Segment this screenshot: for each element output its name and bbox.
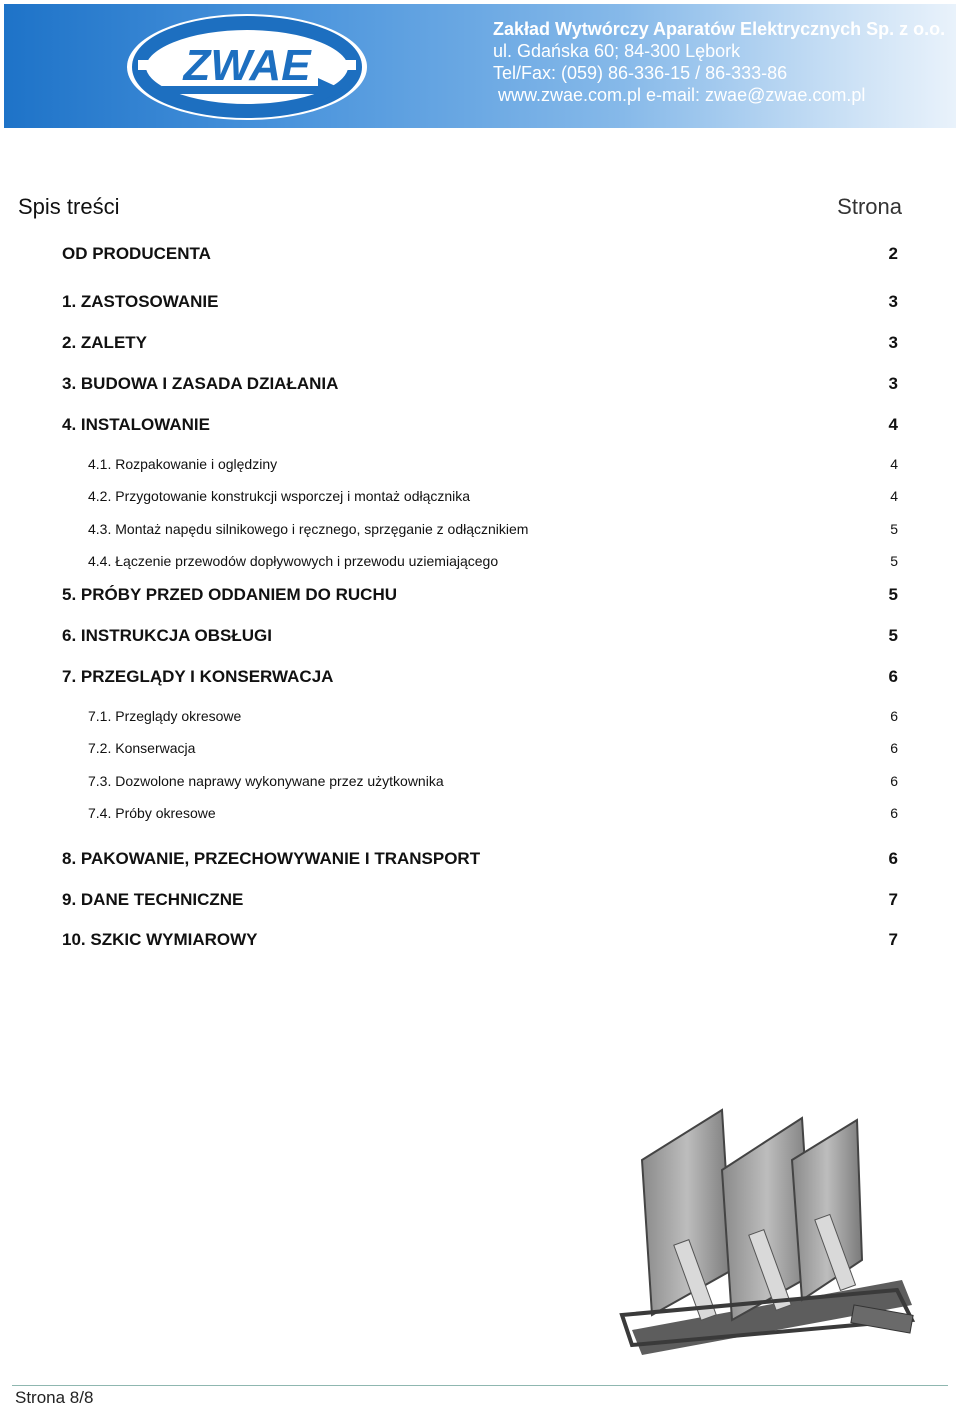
toc-title: Spis treści: [18, 194, 120, 219]
toc-entry-title: 7.1. Przeglądy okresowe: [88, 708, 242, 724]
toc-entry-title: 8. PAKOWANIE, PRZECHOWYWANIE I TRANSPORT: [62, 849, 481, 868]
toc-entry-title: 7.3. Dozwolone naprawy wykonywane przez użytkownika: [88, 773, 444, 789]
toc-entry-page: 5: [888, 585, 898, 604]
page-number: Strona 8/8: [15, 1388, 94, 1407]
toc-entry-page: 6: [888, 849, 898, 868]
toc-entry: [62, 521, 898, 537]
toc-header: [18, 194, 902, 220]
toc-entry-title: OD PRODUCENTA: [62, 244, 211, 263]
toc-entry-page: 3: [888, 333, 898, 352]
toc-entry-page: 5: [888, 626, 898, 645]
toc-entry: [62, 930, 898, 950]
toc-entry-title: 7. PRZEGLĄDY I KONSERWACJA: [62, 667, 334, 686]
toc-entry-page: 5: [890, 553, 898, 569]
toc-entry-title: 9. DANE TECHNICZNE: [62, 890, 244, 909]
toc-entry: [62, 585, 898, 605]
logo-text: ZWAE: [183, 41, 311, 90]
company-name: Zakład Wytwórczy Aparatów Elektrycznych Sp. z o.o.: [493, 19, 946, 39]
toc-entry-title: 10. SZKIC WYMIAROWY: [62, 930, 258, 949]
company-info: [493, 18, 945, 106]
toc-entry-page: 4: [890, 456, 898, 472]
toc-entry-page: 4: [888, 415, 898, 434]
toc-entry: [62, 374, 898, 394]
toc-entry: [62, 292, 898, 312]
toc-page-column-label: Strona: [837, 194, 902, 219]
toc-entry-title: 4. INSTALOWANIE: [62, 415, 210, 434]
toc-entry-page: 3: [888, 292, 898, 311]
toc-entry: [62, 740, 898, 756]
toc-entry-title: 5. PRÓBY PRZED ODDANIEM DO RUCHU: [62, 585, 397, 604]
toc-entry-page: 6: [890, 740, 898, 756]
toc-entry: [62, 244, 898, 264]
toc-entry-title: 4.2. Przygotowanie konstrukcji wsporczej i montaż odłącznika: [88, 488, 471, 504]
disconnector-switch-photo: [612, 1100, 922, 1355]
footer-rule: [12, 1385, 948, 1386]
company-address: ul. Gdańska 60; 84-300 Lębork: [493, 41, 741, 61]
toc-entry-page: 6: [888, 667, 898, 686]
toc-entry-title: 4.4. Łączenie przewodów dopływowych i przewodu uziemiającego: [88, 553, 499, 569]
toc-entry: [62, 708, 898, 724]
toc-entry: [62, 849, 898, 869]
toc-entry: [62, 456, 898, 472]
toc-entry-page: 7: [888, 890, 898, 909]
company-web-email: www.zwae.com.pl e-mail: zwae@zwae.com.pl: [498, 85, 866, 105]
toc-entry: [62, 333, 898, 353]
toc-entry-title: 4.3. Montaż napędu silnikowego i ręcznego, sprzęganie z odłącznikiem: [88, 521, 529, 537]
toc-entry-page: 3: [888, 374, 898, 393]
toc-entry-title: 7.4. Próby okresowe: [88, 805, 216, 821]
toc-entry-title: 6. INSTRUKCJA OBSŁUGI: [62, 626, 273, 645]
toc-entry-title: 7.2. Konserwacja: [88, 740, 196, 756]
toc-entry-page: 2: [888, 244, 898, 263]
toc-entry-title: 3. BUDOWA I ZASADA DZIAŁANIA: [62, 374, 339, 393]
toc-entry: [62, 488, 898, 504]
page-header: [4, 4, 956, 128]
toc-entry-title: 1. ZASTOSOWANIE: [62, 292, 219, 311]
toc-entry-title: 2. ZALETY: [62, 333, 148, 352]
toc-entry-page: 6: [890, 708, 898, 724]
toc-entry-page: 4: [890, 488, 898, 504]
toc-entry: [62, 890, 898, 910]
toc-entry: [62, 415, 898, 435]
toc-entry-page: 5: [890, 521, 898, 537]
toc-entry: [62, 773, 898, 789]
toc-entry-page: 7: [888, 930, 898, 949]
toc-entry-title: 4.1. Rozpakowanie i oględziny: [88, 456, 278, 472]
toc-entry: [62, 805, 898, 821]
toc-entry: [62, 667, 898, 687]
toc-entry-page: 6: [890, 805, 898, 821]
toc-entry-page: 6: [890, 773, 898, 789]
toc-entry: [62, 626, 898, 646]
company-phone: Tel/Fax: (059) 86-336-15 / 86-333-86: [493, 63, 788, 83]
toc-entry: [62, 553, 898, 569]
zwae-logo: [122, 10, 372, 124]
